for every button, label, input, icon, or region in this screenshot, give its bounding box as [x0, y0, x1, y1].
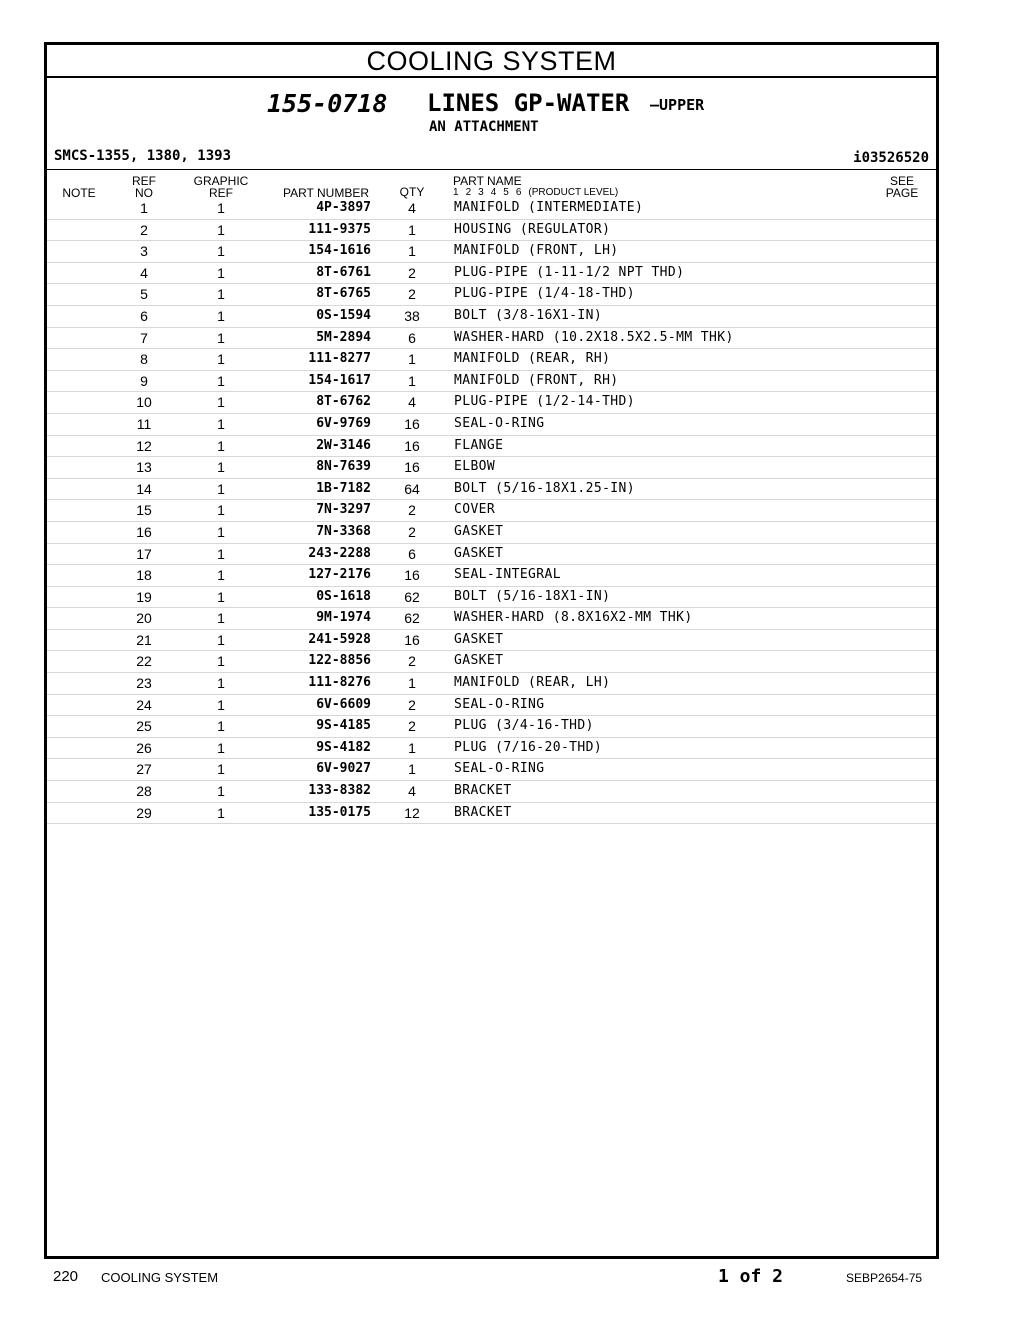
graphic-ref: 1 [217, 631, 225, 648]
quantity: 4 [408, 394, 416, 411]
product-level-digit: 5 [503, 187, 509, 198]
table-row [47, 328, 936, 350]
col-header-see-top: SEE [889, 174, 914, 188]
part-number: 122-8856 [308, 653, 371, 669]
table-row [47, 436, 936, 458]
col-header-part-name: PART NAME [453, 174, 522, 188]
ref-no: 15 [136, 502, 152, 519]
quantity: 1 [408, 221, 416, 238]
graphic-ref: 1 [217, 567, 225, 584]
footer-page-of: 1 of 2 [718, 1266, 784, 1287]
col-header-ref [124, 175, 164, 199]
part-name: MANIFOLD (FRONT, RH) [454, 372, 619, 388]
part-number: 6V-6609 [316, 696, 371, 712]
graphic-ref: 1 [217, 243, 225, 260]
table-row [47, 565, 936, 587]
part-name: ELBOW [454, 459, 496, 475]
table-row [47, 781, 936, 803]
part-number: 2W-3146 [316, 437, 371, 453]
ref-no: 27 [136, 761, 152, 778]
part-name: GASKET [454, 523, 504, 539]
ref-no: 20 [136, 610, 152, 627]
footer-page-number: 220 [53, 1268, 79, 1285]
part-number: 0S-1618 [316, 588, 371, 604]
part-number: 1B-7182 [316, 480, 371, 496]
ref-no: 22 [136, 653, 152, 670]
part-number: 154-1617 [308, 372, 371, 388]
table-row [47, 479, 936, 501]
graphic-ref: 1 [217, 523, 225, 540]
quantity: 16 [404, 437, 420, 454]
table-row [47, 544, 936, 566]
quantity: 4 [408, 200, 416, 216]
part-number: 0S-1594 [316, 307, 371, 323]
quantity: 16 [404, 567, 420, 584]
table-row [47, 371, 936, 393]
table-row [47, 220, 936, 242]
graphic-ref: 1 [217, 264, 225, 281]
quantity: 2 [408, 718, 416, 735]
group-subtitle: AN ATTACHMENT [429, 119, 539, 135]
graphic-ref: 1 [217, 480, 225, 497]
ref-no: 13 [136, 459, 152, 476]
part-name: MANIFOLD (FRONT, LH) [454, 243, 619, 259]
parts-list [47, 198, 936, 824]
graphic-ref: 1 [217, 696, 225, 713]
part-number: 9M-1974 [316, 610, 371, 626]
quantity: 1 [408, 372, 416, 389]
col-header-see-page [877, 175, 927, 199]
graphic-ref: 1 [217, 200, 225, 216]
graphic-ref: 1 [217, 610, 225, 627]
col-header-graphic-bottom: REF [209, 186, 233, 200]
table-row [47, 241, 936, 263]
ref-no: 10 [136, 394, 152, 411]
graphic-ref: 1 [217, 653, 225, 670]
part-name: BOLT (5/16-18X1-IN) [454, 588, 611, 604]
ref-no: 11 [136, 415, 152, 432]
table-row [47, 803, 936, 825]
part-number: 4P-3897 [316, 200, 371, 215]
part-number: 243-2288 [308, 545, 371, 561]
graphic-ref: 1 [217, 351, 225, 368]
part-name: WASHER-HARD (8.8X16X2-MM THK) [454, 610, 693, 626]
ref-no: 5 [140, 286, 148, 303]
product-level-digit: 4 [490, 187, 497, 198]
footer-document-id: SEBP2654-75 [846, 1271, 923, 1285]
graphic-ref: 1 [217, 502, 225, 519]
ref-no: 16 [136, 523, 152, 540]
part-name: MANIFOLD (INTERMEDIATE) [454, 200, 644, 215]
part-number: 9S-4185 [316, 718, 371, 734]
ref-no: 29 [136, 804, 152, 821]
group-number: 155-0718 [267, 89, 388, 118]
part-name: SEAL-O-RING [454, 696, 545, 712]
part-number: 6V-9027 [316, 761, 371, 777]
part-name: FLANGE [454, 437, 504, 453]
part-name: PLUG-PIPE (1-11-1/2 NPT THD) [454, 264, 685, 280]
table-row [47, 392, 936, 414]
graphic-ref: 1 [217, 394, 225, 411]
ref-no: 17 [136, 545, 152, 562]
part-number: 8T-6761 [316, 264, 371, 280]
product-level-digit: 1 [453, 187, 459, 198]
quantity: 2 [408, 264, 416, 281]
product-level-digit: 6 [515, 187, 522, 198]
ref-no: 19 [136, 588, 152, 605]
product-level-row [453, 187, 625, 198]
graphic-ref: 1 [217, 675, 225, 692]
quantity: 1 [408, 351, 416, 368]
parts-page-frame [44, 42, 939, 1259]
col-header-graphic-top: GRAPHIC [193, 174, 249, 188]
part-name: PLUG (7/16-20-THD) [454, 739, 603, 755]
ref-no: 6 [140, 307, 148, 324]
ref-no: 18 [136, 567, 152, 584]
part-number: 7N-3368 [316, 523, 371, 539]
part-number: 9S-4182 [316, 739, 371, 755]
part-name: WASHER-HARD (10.2X18.5X2.5-MM THK) [454, 329, 734, 345]
table-row [47, 263, 936, 285]
quantity: 16 [404, 459, 420, 476]
quantity: 2 [408, 696, 416, 713]
ref-no: 3 [140, 243, 148, 260]
col-header-part-number: PART NUMBER [282, 186, 369, 200]
product-level-digit: 2 [465, 187, 472, 198]
table-row [47, 306, 936, 328]
ref-no: 21 [136, 631, 152, 648]
ref-no: 8 [140, 351, 148, 368]
ref-no: 2 [140, 221, 148, 238]
part-name: PLUG-PIPE (1/4-18-THD) [454, 286, 635, 302]
table-row [47, 414, 936, 436]
quantity: 2 [408, 523, 416, 540]
graphic-ref: 1 [217, 761, 225, 778]
part-name: MANIFOLD (REAR, RH) [454, 351, 611, 367]
col-header-see-bottom: PAGE [885, 186, 919, 200]
ref-no: 25 [136, 718, 152, 735]
quantity: 6 [408, 329, 416, 346]
graphic-ref: 1 [217, 545, 225, 562]
quantity: 1 [408, 761, 416, 778]
quantity: 16 [404, 631, 420, 648]
table-row [47, 608, 936, 630]
quantity: 1 [408, 739, 416, 756]
table-row [47, 284, 936, 306]
smcs-codes: SMCS-1355, 1380, 1393 [54, 148, 232, 164]
graphic-ref: 1 [217, 437, 225, 454]
quantity: 64 [404, 480, 420, 497]
part-number: 127-2176 [308, 567, 371, 583]
graphic-ref: 1 [217, 718, 225, 735]
part-number: 8T-6762 [316, 394, 371, 410]
part-number: 111-9375 [308, 221, 371, 237]
quantity: 38 [404, 307, 420, 324]
graphic-ref: 1 [217, 372, 225, 389]
table-row [47, 738, 936, 760]
part-number: 8T-6765 [316, 286, 371, 302]
graphic-ref: 1 [217, 588, 225, 605]
col-header-ref-bottom: NO [135, 186, 153, 200]
quantity: 2 [408, 653, 416, 670]
part-name: SEAL-O-RING [454, 415, 545, 431]
part-number: 6V-9769 [316, 415, 371, 431]
table-row [47, 198, 936, 220]
part-name: PLUG (3/4-16-THD) [454, 718, 594, 734]
section-title: COOLING SYSTEM [47, 45, 936, 78]
ref-no: 23 [136, 675, 152, 692]
graphic-ref: 1 [217, 286, 225, 303]
part-name: SEAL-O-RING [454, 761, 545, 777]
graphic-ref: 1 [217, 783, 225, 800]
table-row [47, 673, 936, 695]
part-number: 241-5928 [308, 631, 371, 647]
part-number: 111-8277 [308, 351, 371, 367]
part-number: 5M-2894 [316, 329, 371, 345]
part-number: 133-8382 [308, 783, 371, 799]
table-row [47, 500, 936, 522]
part-number: 111-8276 [308, 675, 371, 691]
table-row [47, 522, 936, 544]
product-level-label: (PRODUCT LEVEL) [528, 187, 619, 198]
quantity: 12 [404, 804, 420, 821]
group-qualifier: —UPPER [650, 96, 705, 114]
part-name: GASKET [454, 653, 504, 669]
quantity: 62 [404, 588, 420, 605]
quantity: 4 [408, 783, 416, 800]
ref-no: 24 [136, 696, 152, 713]
col-header-graphic [186, 175, 256, 199]
quantity: 1 [408, 675, 416, 692]
quantity: 1 [408, 243, 416, 260]
graphic-ref: 1 [217, 804, 225, 821]
header-divider [47, 169, 936, 170]
part-number: 135-0175 [308, 804, 371, 820]
group-name: LINES GP-WATER [427, 89, 630, 117]
ref-no: 14 [136, 480, 152, 497]
table-row [47, 457, 936, 479]
part-name: GASKET [454, 631, 504, 647]
col-header-note: NOTE [62, 186, 96, 200]
part-name: SEAL-INTEGRAL [454, 567, 561, 583]
graphic-ref: 1 [217, 329, 225, 346]
footer-section-title: COOLING SYSTEM [101, 1270, 219, 1285]
table-row [47, 759, 936, 781]
graphic-ref: 1 [217, 459, 225, 476]
part-name: BRACKET [454, 783, 512, 799]
table-row [47, 651, 936, 673]
col-header-ref-top: REF [132, 174, 156, 188]
ref-no: 1 [140, 200, 148, 216]
graphic-ref: 1 [217, 739, 225, 756]
part-name: COVER [454, 502, 496, 518]
ref-no: 9 [140, 372, 148, 389]
table-row [47, 630, 936, 652]
quantity: 2 [408, 286, 416, 303]
part-name: HOUSING (REGULATOR) [454, 221, 611, 237]
quantity: 6 [408, 545, 416, 562]
part-name: MANIFOLD (REAR, LH) [454, 675, 611, 691]
table-row [47, 695, 936, 717]
ref-no: 28 [136, 783, 152, 800]
graphic-ref: 1 [217, 307, 225, 324]
product-level-digit: 3 [478, 187, 484, 198]
part-number: 8N-7639 [316, 459, 371, 475]
graphic-ref: 1 [217, 415, 225, 432]
quantity: 2 [408, 502, 416, 519]
part-number: 7N-3297 [316, 502, 371, 518]
part-number: 154-1616 [308, 243, 371, 259]
table-row [47, 716, 936, 738]
ref-no: 4 [140, 264, 148, 281]
table-row [47, 349, 936, 371]
quantity: 16 [404, 415, 420, 432]
quantity: 62 [404, 610, 420, 627]
part-name: BOLT (3/8-16X1-IN) [454, 307, 603, 323]
part-name: PLUG-PIPE (1/2-14-THD) [454, 394, 635, 410]
part-name: BRACKET [454, 804, 512, 820]
ref-no: 7 [140, 329, 148, 346]
part-name: GASKET [454, 545, 504, 561]
table-row [47, 587, 936, 609]
part-name: BOLT (5/16-18X1.25-IN) [454, 480, 635, 496]
col-header-qty: QTY [399, 185, 425, 199]
graphic-ref: 1 [217, 221, 225, 238]
ref-no: 26 [136, 739, 152, 756]
ref-no: 12 [136, 437, 152, 454]
illustration-id: i03526520 [853, 150, 929, 166]
